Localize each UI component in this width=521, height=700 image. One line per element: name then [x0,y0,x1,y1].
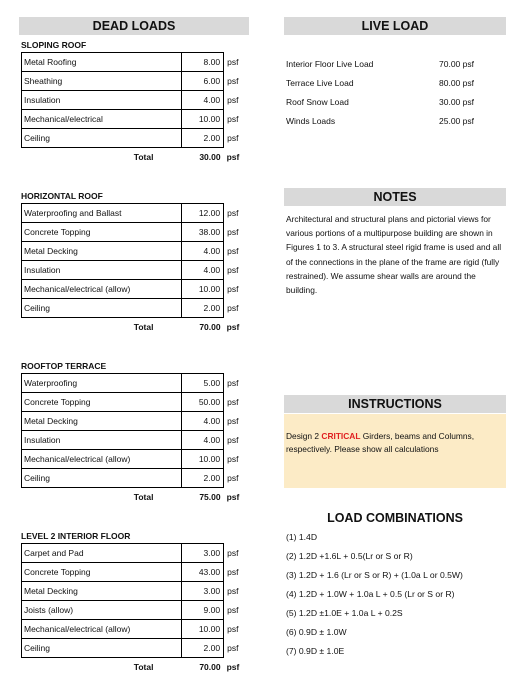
live-load-name: Winds Loads [286,116,336,126]
table-row [22,544,246,563]
item-name: Ceiling [22,469,182,488]
item-name: Metal Decking [22,242,182,261]
item-value: 4.00 [181,431,223,450]
total-value: 70.00 [199,322,221,332]
item-unit: psf [227,76,239,86]
table-row [22,280,246,299]
total-row [22,488,246,507]
item-name: Sheathing [22,72,182,91]
item-name: Concrete Topping [22,393,182,412]
item-unit: psf [227,454,239,464]
item-value: 9.00 [181,601,223,620]
item-unit: psf [227,133,239,143]
total-value: 30.00 [199,152,221,162]
item-value: 2.00 [181,469,223,488]
list-item: (1) 1.4D [286,532,318,542]
item-name: Concrete Topping [22,223,182,242]
item-name: Insulation [22,91,182,110]
item-name: Ceiling [22,639,182,658]
load-combinations-header: LOAD COMBINATIONS [327,511,463,525]
instructions-header: INSTRUCTIONS [284,395,506,413]
live-load-name: Terrace Live Load [286,78,354,88]
table-row [22,601,246,620]
item-name: Concrete Topping [22,563,182,582]
level2-floor-table [21,543,246,676]
list-item: (3) 1.2D + 1.6 (Lr or S or R) + (1.0a L or 0.5W) [286,570,463,580]
total-label: Total [133,322,154,332]
list-item: (6) 0.9D ± 1.0W [286,627,347,637]
total-unit: psf [226,491,240,502]
live-load-list [284,55,504,131]
notes-text: Architectural and structural plans and pictorial views for various portions of a multipurpose building are shown in Figures 1 to 3. A structural steel rigid frame is used and all of the connections in the plane of the frame are rigid (fully restrained). We assume shear walls are around the building. [286,214,502,296]
rooftop-terrace-section [21,359,246,506]
sloping-roof-section [21,38,246,166]
total-unit: psf [226,151,240,162]
item-value: 4.00 [181,261,223,280]
item-unit: psf [227,605,239,615]
table-row [22,110,246,129]
dead-loads-header: DEAD LOADS [19,17,249,35]
item-value: 12.00 [181,204,223,223]
item-name: Insulation [22,261,182,280]
table-row [22,639,246,658]
item-name: Insulation [22,431,182,450]
table-row [22,469,246,488]
item-unit: psf [227,227,239,237]
item-unit: psf [227,378,239,388]
item-unit: psf [227,303,239,313]
total-value: 70.00 [199,662,221,672]
total-row [22,318,246,337]
item-name: Mechanical/electrical (allow) [22,280,182,299]
item-value: 2.00 [181,639,223,658]
table-row [22,72,246,91]
list-item [284,74,504,93]
item-value: 43.00 [181,563,223,582]
item-value: 2.00 [181,299,223,318]
item-name: Metal Decking [22,582,182,601]
item-name: Metal Decking [22,412,182,431]
table-row [22,223,246,242]
load-combinations-list [286,528,463,661]
total-row [22,148,246,167]
list-item [284,93,504,112]
table-row [22,563,246,582]
table-row [22,299,246,318]
item-name: Carpet and Pad [22,544,182,563]
horizontal-roof-table [21,203,246,336]
item-value: 50.00 [181,393,223,412]
instructions-box [284,397,506,488]
list-item: (2) 1.2D +1.6L + 0.5(Lr or S or R) [286,551,413,561]
section-title: ROOFTOP TERRACE [21,361,107,371]
item-value: 2.00 [181,129,223,148]
item-unit: psf [227,435,239,445]
item-name: Mechanical/electrical (allow) [22,450,182,469]
item-unit: psf [227,643,239,653]
item-unit: psf [227,548,239,558]
item-name: Ceiling [22,299,182,318]
critical-label: CRITICAL [321,431,361,441]
table-row [22,393,246,412]
notes-header: NOTES [284,188,506,206]
item-value: 4.00 [181,242,223,261]
list-item: (5) 1.2D ±1.0E + 1.0a L + 0.2S [286,608,403,618]
table-row [22,129,246,148]
item-name: Metal Roofing [22,53,182,72]
live-load-name: Interior Floor Live Load [286,59,374,69]
live-load-value: 70.00 psf [439,59,474,69]
table-row [22,431,246,450]
item-unit: psf [227,284,239,294]
section-title: SLOPING ROOF [21,40,87,50]
live-load-value: 30.00 psf [439,97,474,107]
table-row [22,261,246,280]
item-unit: psf [227,397,239,407]
instructions-post: Girders, beams and Columns, respectively. Please show all calculations [286,431,475,454]
item-unit: psf [227,265,239,275]
item-value: 4.00 [181,91,223,110]
live-load-value: 80.00 psf [439,78,474,88]
item-unit: psf [227,114,239,124]
item-value: 3.00 [181,582,223,601]
item-unit: psf [227,208,239,218]
item-unit: psf [227,567,239,577]
instructions-pre: Design 2 [286,431,322,441]
horizontal-roof-section [21,189,246,336]
list-item [284,55,504,74]
table-row [22,242,246,261]
item-name: Waterproofing and Ballast [22,204,182,223]
total-unit: psf [226,661,240,672]
item-name: Ceiling [22,129,182,148]
table-row [22,582,246,601]
item-unit: psf [227,624,239,634]
table-row [22,53,246,72]
list-item: (7) 0.9D ± 1.0E [286,646,345,656]
item-value: 4.00 [181,412,223,431]
list-item [284,112,504,131]
item-unit: psf [227,95,239,105]
total-label: Total [133,152,154,162]
item-name: Mechanical/electrical [22,110,182,129]
item-value: 10.00 [181,110,223,129]
table-row [22,412,246,431]
item-name: Joists (allow) [22,601,182,620]
total-label: Total [133,662,154,672]
table-row [22,374,246,393]
level2-floor-section [21,529,246,676]
section-title: HORIZONTAL ROOF [21,191,103,201]
total-label: Total [133,492,154,502]
sloping-roof-table [21,52,246,166]
section-title: LEVEL 2 INTERIOR FLOOR [21,531,131,541]
instructions-text [286,430,504,456]
item-unit: psf [227,416,239,426]
item-unit: psf [227,246,239,256]
list-item: (4) 1.2D + 1.0W + 1.0a L + 0.5 (Lr or S or R) [286,589,455,599]
item-unit: psf [227,473,239,483]
total-unit: psf [226,321,240,332]
item-value: 3.00 [181,544,223,563]
item-unit: psf [227,586,239,596]
table-row [22,91,246,110]
rooftop-terrace-table [21,373,246,506]
item-value: 5.00 [181,374,223,393]
total-row [22,658,246,677]
total-value: 75.00 [199,492,221,502]
item-value: 10.00 [181,620,223,639]
item-unit: psf [227,57,239,67]
item-name: Mechanical/electrical (allow) [22,620,182,639]
live-load-header: LIVE LOAD [284,17,506,35]
table-row [22,450,246,469]
item-name: Waterproofing [22,374,182,393]
item-value: 8.00 [181,53,223,72]
table-row [22,204,246,223]
table-row [22,620,246,639]
live-load-name: Roof Snow Load [286,97,349,107]
item-value: 6.00 [181,72,223,91]
live-load-value: 25.00 psf [439,116,474,126]
item-value: 10.00 [181,280,223,299]
item-value: 38.00 [181,223,223,242]
item-value: 10.00 [181,450,223,469]
